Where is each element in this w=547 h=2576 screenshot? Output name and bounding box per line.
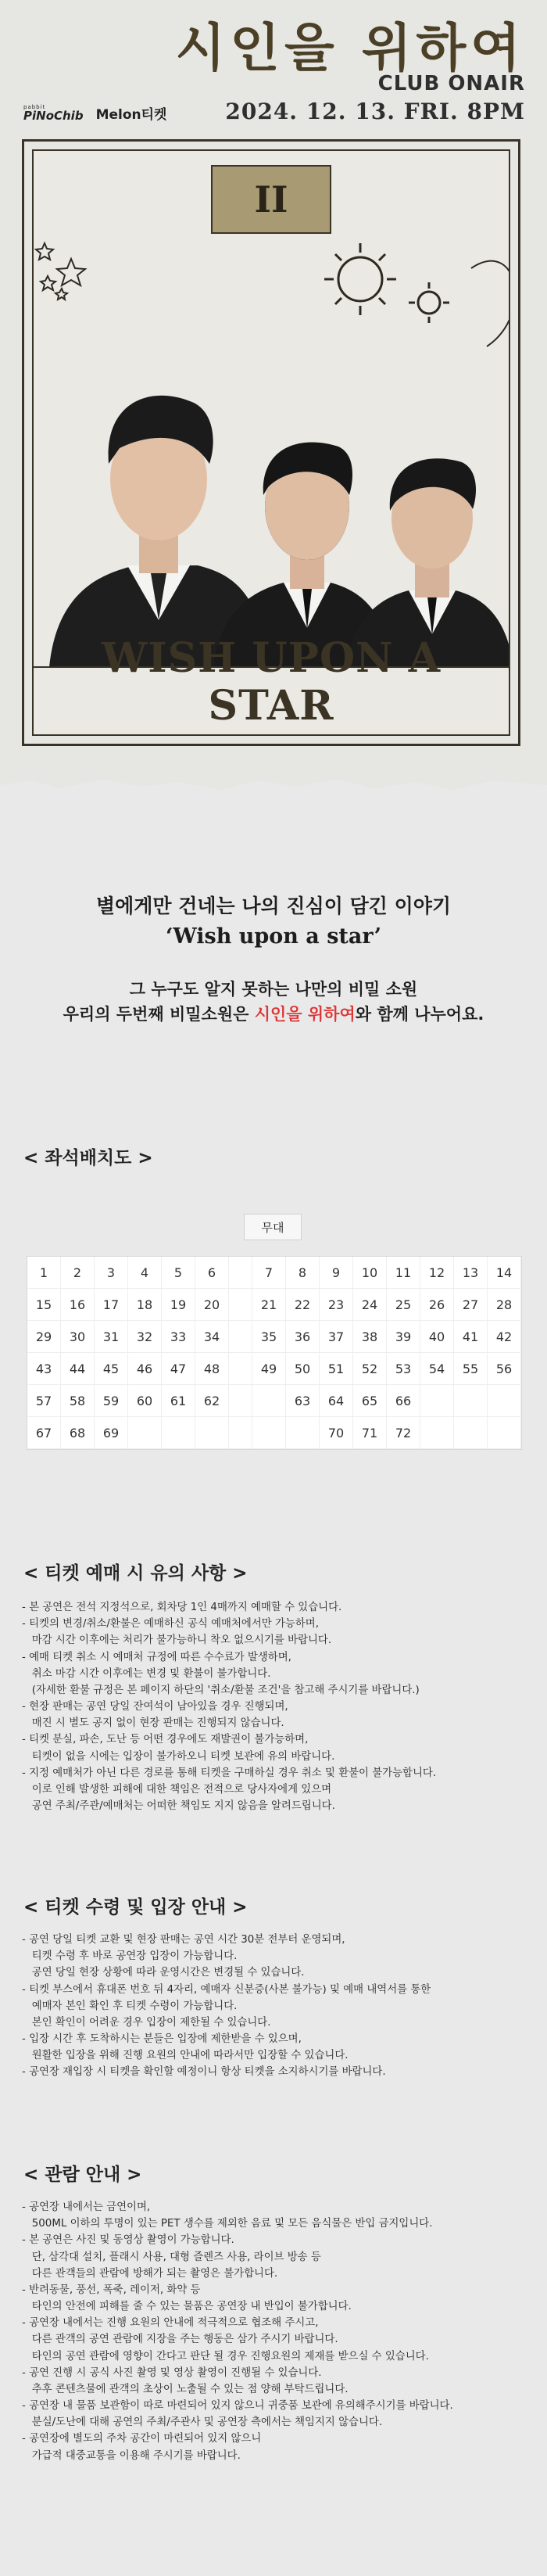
seat: 47 bbox=[162, 1353, 195, 1385]
seat: 22 bbox=[286, 1289, 320, 1321]
seat: 60 bbox=[128, 1385, 162, 1417]
seat: 43 bbox=[27, 1353, 61, 1385]
notice-line: 분실/도난에 대해 공연의 주최/주관사 및 공연장 측에서는 책임지지 않습니다. bbox=[22, 2416, 383, 2429]
seat: 61 bbox=[162, 1385, 195, 1417]
viewing-notice-heading: < 관람 안내 > bbox=[23, 2165, 142, 2185]
seat: 8 bbox=[286, 1257, 320, 1289]
notice-line: - 현장 판매는 공연 당일 잔여석이 남아있을 경우 진행되며, bbox=[22, 1701, 288, 1713]
notice-line: 매진 시 별도 공지 없이 현장 판매는 진행되지 않습니다. bbox=[22, 1717, 284, 1730]
seat: 46 bbox=[128, 1353, 162, 1385]
poster-frame bbox=[22, 139, 520, 746]
roman-numeral-badge: II bbox=[211, 165, 331, 234]
seat: 2 bbox=[61, 1257, 95, 1289]
seat: 38 bbox=[353, 1321, 387, 1353]
seat-aisle bbox=[229, 1289, 252, 1321]
entry-notice-heading: < 티켓 수령 및 입장 안내 > bbox=[23, 1897, 248, 1918]
intro-line-2-prefix: 우리의 두번째 비밀소원은 bbox=[63, 1005, 255, 1024]
intro-section bbox=[0, 892, 547, 1028]
seat: 34 bbox=[195, 1321, 229, 1353]
poster bbox=[0, 0, 547, 790]
seat-empty bbox=[488, 1417, 521, 1449]
seat-aisle bbox=[229, 1385, 252, 1417]
notice-line: - 반려동물, 풍선, 폭죽, 레이저, 화약 등 bbox=[22, 2284, 201, 2296]
notice-line: 이로 인해 발생한 피해에 대한 책임은 전적으로 당사자에게 있으며 bbox=[22, 1783, 332, 1796]
poster-frame-inner bbox=[32, 149, 510, 736]
seat: 36 bbox=[286, 1321, 320, 1353]
seat-empty bbox=[195, 1417, 229, 1449]
seating-heading: < 좌석배치도 > bbox=[23, 1148, 153, 1168]
seat: 26 bbox=[420, 1289, 454, 1321]
seat: 31 bbox=[95, 1321, 128, 1353]
notice-line: - 공연장 내에서는 금연이며, bbox=[22, 2201, 151, 2213]
melon-ticket-logo: Melon티켓 bbox=[95, 107, 167, 123]
notice-line: 본인 확인이 어려운 경우 입장이 제한될 수 있습니다. bbox=[22, 2016, 271, 2029]
notice-line: - 공연 당일 티켓 교환 및 현장 판매는 공연 시간 30분 전부터 운영되며, bbox=[22, 1934, 345, 1946]
pinochib-logo-small: pabbit bbox=[23, 103, 46, 110]
seat: 30 bbox=[61, 1321, 95, 1353]
poster-subtitle: WISH UPON A STAR bbox=[101, 634, 442, 730]
notice-line: - 예매 티켓 취소 시 예매처 규정에 따른 수수료가 발생하며, bbox=[22, 1651, 291, 1663]
seat: 29 bbox=[27, 1321, 61, 1353]
seat: 7 bbox=[252, 1257, 286, 1289]
pinochib-logo-text: PiNoChib bbox=[23, 108, 84, 123]
seat: 48 bbox=[195, 1353, 229, 1385]
seat: 57 bbox=[27, 1385, 61, 1417]
seat: 71 bbox=[353, 1417, 387, 1449]
seat-empty bbox=[420, 1417, 454, 1449]
seat-empty bbox=[454, 1417, 488, 1449]
seat: 37 bbox=[320, 1321, 353, 1353]
seat: 23 bbox=[320, 1289, 353, 1321]
seat: 58 bbox=[61, 1385, 95, 1417]
seat-map bbox=[27, 1256, 522, 1450]
seat: 14 bbox=[488, 1257, 521, 1289]
seat: 56 bbox=[488, 1353, 521, 1385]
intro-line-2-suffix: 와 함께 나누어요. bbox=[355, 1005, 484, 1024]
seat: 63 bbox=[286, 1385, 320, 1417]
seat: 44 bbox=[61, 1353, 95, 1385]
seat: 6 bbox=[195, 1257, 229, 1289]
notice-line: - 본 공연은 사진 및 동영상 촬영이 가능합니다. bbox=[22, 2234, 234, 2247]
intro-line-2 bbox=[0, 1002, 547, 1028]
seat-aisle bbox=[229, 1417, 252, 1449]
seat: 9 bbox=[320, 1257, 353, 1289]
seat: 27 bbox=[454, 1289, 488, 1321]
seat: 64 bbox=[320, 1385, 353, 1417]
seat: 25 bbox=[387, 1289, 420, 1321]
seat: 21 bbox=[252, 1289, 286, 1321]
notice-line: 원활한 입장을 위해 진행 요원의 안내에 따라서만 입장할 수 있습니다. bbox=[22, 2050, 349, 2062]
notice-line: 마감 시간 이후에는 처리가 불가능하니 착오 없으시기를 바랍니다. bbox=[22, 1634, 332, 1647]
swirl-line bbox=[471, 261, 510, 346]
notice-line: 취소 마감 시간 이후에는 변경 및 환불이 불가합니다. bbox=[22, 1667, 271, 1680]
stage-label: 무대 bbox=[244, 1214, 302, 1240]
notice-line: - 공연장 내에서는 진행 요원의 안내에 적극적으로 협조해 주시고, bbox=[22, 2317, 319, 2330]
notice-line: - 공연장 재입장 시 티켓을 확인할 예정이니 항상 티켓을 소지하시기를 바랍니다. bbox=[22, 2066, 386, 2079]
seat: 39 bbox=[387, 1321, 420, 1353]
pinochib-logo bbox=[23, 105, 84, 122]
notice-line: 공연 주최/주관/예매처는 어떠한 책임도 지지 않음을 알려드립니다. bbox=[22, 1800, 335, 1813]
notice-line: - 티켓 분실, 파손, 도난 등 어떤 경우에도 재발권이 불가능하며, bbox=[22, 1734, 309, 1746]
intro-english-title: ‘Wish upon a star’ bbox=[166, 924, 381, 949]
seat: 33 bbox=[162, 1321, 195, 1353]
seat: 10 bbox=[353, 1257, 387, 1289]
notice-line: 공연 당일 현장 상황에 따라 운영시간은 변경될 수 있습니다. bbox=[22, 1967, 305, 1979]
venue-name: CLUB ONAIR bbox=[377, 72, 525, 95]
seat: 40 bbox=[420, 1321, 454, 1353]
notice-line: - 입장 시간 후 도착하시는 분들은 입장에 제한받을 수 있으며, bbox=[22, 2033, 302, 2046]
notice-line: (자세한 환불 규정은 본 페이지 하단의 '취소/환불 조건'을 참고해 주시기를 바랍니다.) bbox=[22, 1684, 420, 1696]
entry-notice-list bbox=[22, 1932, 530, 2081]
seat: 67 bbox=[27, 1417, 61, 1449]
seat: 66 bbox=[387, 1385, 420, 1417]
seat: 59 bbox=[95, 1385, 128, 1417]
notice-line: 다른 관객의 공연 관람에 지장을 주는 행동은 삼가 주시기 바랍니다. bbox=[22, 2334, 338, 2346]
notice-line: 500ML 이하의 투명이 있는 PET 생수를 제외한 음료 및 모든 음식물은 반입 금지입니다. bbox=[22, 2218, 433, 2230]
seat: 50 bbox=[286, 1353, 320, 1385]
seat: 53 bbox=[387, 1353, 420, 1385]
intro-lead: 별에게만 건네는 나의 진심이 담긴 이야기 bbox=[95, 895, 452, 917]
torn-paper-edge bbox=[0, 770, 547, 790]
notice-line: - 티켓의 변경/취소/환불은 예매하신 공식 예매처에서만 가능하며, bbox=[22, 1618, 319, 1631]
notice-line: 타인의 안전에 피해를 줄 수 있는 물품은 공연장 내 반입이 불가합니다. bbox=[22, 2301, 352, 2313]
seat: 15 bbox=[27, 1289, 61, 1321]
seat: 41 bbox=[454, 1321, 488, 1353]
seat: 19 bbox=[162, 1289, 195, 1321]
seat-empty bbox=[162, 1417, 195, 1449]
seat: 51 bbox=[320, 1353, 353, 1385]
seat: 24 bbox=[353, 1289, 387, 1321]
seat-empty bbox=[252, 1417, 286, 1449]
seat: 54 bbox=[420, 1353, 454, 1385]
notice-line: 예매자 본인 확인 후 티켓 수령이 가능합니다. bbox=[22, 2000, 238, 2012]
notice-line: 타인의 공연 관람에 영향이 간다고 판단 될 경우 진행요원의 제재를 받으실 수 있습니다. bbox=[22, 2350, 429, 2363]
ticket-notice-heading: < 티켓 예매 시 유의 사항 > bbox=[23, 1563, 248, 1584]
seat: 18 bbox=[128, 1289, 162, 1321]
seat: 68 bbox=[61, 1417, 95, 1449]
viewing-notice-list bbox=[22, 2199, 530, 2464]
seat-aisle bbox=[229, 1321, 252, 1353]
notice-line: - 지정 예매처가 아닌 다른 경로를 통해 티켓을 구매하실 경우 취소 및 환불이 불가능합니다. bbox=[22, 1767, 437, 1779]
event-date: 2024. 12. 13. FRI. 8PM bbox=[225, 99, 525, 124]
seat-empty bbox=[454, 1385, 488, 1417]
seat-empty bbox=[286, 1417, 320, 1449]
seat: 42 bbox=[488, 1321, 521, 1353]
notice-line: - 공연장 내 물품 보관함이 따로 마련되어 있지 않으니 귀중품 보관에 유의해주시기를 바랍니다. bbox=[22, 2400, 453, 2413]
seat: 35 bbox=[252, 1321, 286, 1353]
sponsor-logos bbox=[23, 103, 166, 123]
ticket-notice-list bbox=[22, 1599, 530, 1814]
seat: 16 bbox=[61, 1289, 95, 1321]
seat: 65 bbox=[353, 1385, 387, 1417]
seat: 20 bbox=[195, 1289, 229, 1321]
stars-icon bbox=[36, 243, 85, 300]
seat: 11 bbox=[387, 1257, 420, 1289]
seat-empty bbox=[488, 1385, 521, 1417]
seat: 72 bbox=[387, 1417, 420, 1449]
seat: 49 bbox=[252, 1353, 286, 1385]
seat: 70 bbox=[320, 1417, 353, 1449]
sun-icon bbox=[324, 243, 449, 323]
poster-title: 시인을 위하여 bbox=[175, 18, 525, 78]
notice-line: - 티켓 부스에서 휴대폰 번호 뒤 4자리, 예매자 신분증(사본 불가능) 및 예매 내역서를 통한 bbox=[22, 1983, 431, 1996]
notice-line: - 공연 진행 시 공식 사진 촬영 및 영상 촬영이 진행될 수 있습니다. bbox=[22, 2366, 322, 2379]
notice-line: 단, 삼각대 설치, 플래시 사용, 대형 즐렌즈 사용, 라이브 방송 등 bbox=[22, 2251, 321, 2263]
notice-line: 티켓 수령 후 바로 공연장 입장이 가능합니다. bbox=[22, 1950, 238, 1963]
seat: 13 bbox=[454, 1257, 488, 1289]
seat-empty bbox=[252, 1385, 286, 1417]
seat-aisle bbox=[229, 1257, 252, 1289]
intro-line-1: 그 누구도 알지 못하는 나만의 비밀 소원 bbox=[129, 979, 418, 999]
seat: 17 bbox=[95, 1289, 128, 1321]
seat: 12 bbox=[420, 1257, 454, 1289]
notice-line: - 본 공연은 전석 지정석으로, 회차당 1인 4매까지 예매할 수 있습니다. bbox=[22, 1602, 342, 1613]
seat: 3 bbox=[95, 1257, 128, 1289]
seat: 55 bbox=[454, 1353, 488, 1385]
notice-line: 추후 콘텐츠물에 관객의 초상이 노출될 수 있는 점 양해 부탁드립니다. bbox=[22, 2383, 349, 2395]
notice-line: - 공연장에 별도의 주차 공간이 마련되어 있지 않으니 bbox=[22, 2433, 262, 2445]
seat: 52 bbox=[353, 1353, 387, 1385]
intro-line-2-accent: 시인을 위하여 bbox=[254, 1005, 356, 1024]
seat: 4 bbox=[128, 1257, 162, 1289]
notice-line: 다른 관객들의 관람에 방해가 되는 촬영은 불가합니다. bbox=[22, 2267, 278, 2280]
seat: 69 bbox=[95, 1417, 128, 1449]
seat-empty bbox=[128, 1417, 162, 1449]
seat: 1 bbox=[27, 1257, 61, 1289]
notice-line: 가급적 대중교통을 이용해 주시기를 바랍니다. bbox=[22, 2449, 241, 2462]
seat-empty bbox=[420, 1385, 454, 1417]
seat: 5 bbox=[162, 1257, 195, 1289]
seat: 62 bbox=[195, 1385, 229, 1417]
seat: 28 bbox=[488, 1289, 521, 1321]
notice-line: 티켓이 없을 시에는 입장이 불가하오니 티켓 보관에 유의 바랍니다. bbox=[22, 1750, 335, 1763]
intro-body bbox=[0, 977, 547, 1028]
seat: 32 bbox=[128, 1321, 162, 1353]
seat: 45 bbox=[95, 1353, 128, 1385]
seat-aisle bbox=[229, 1353, 252, 1385]
